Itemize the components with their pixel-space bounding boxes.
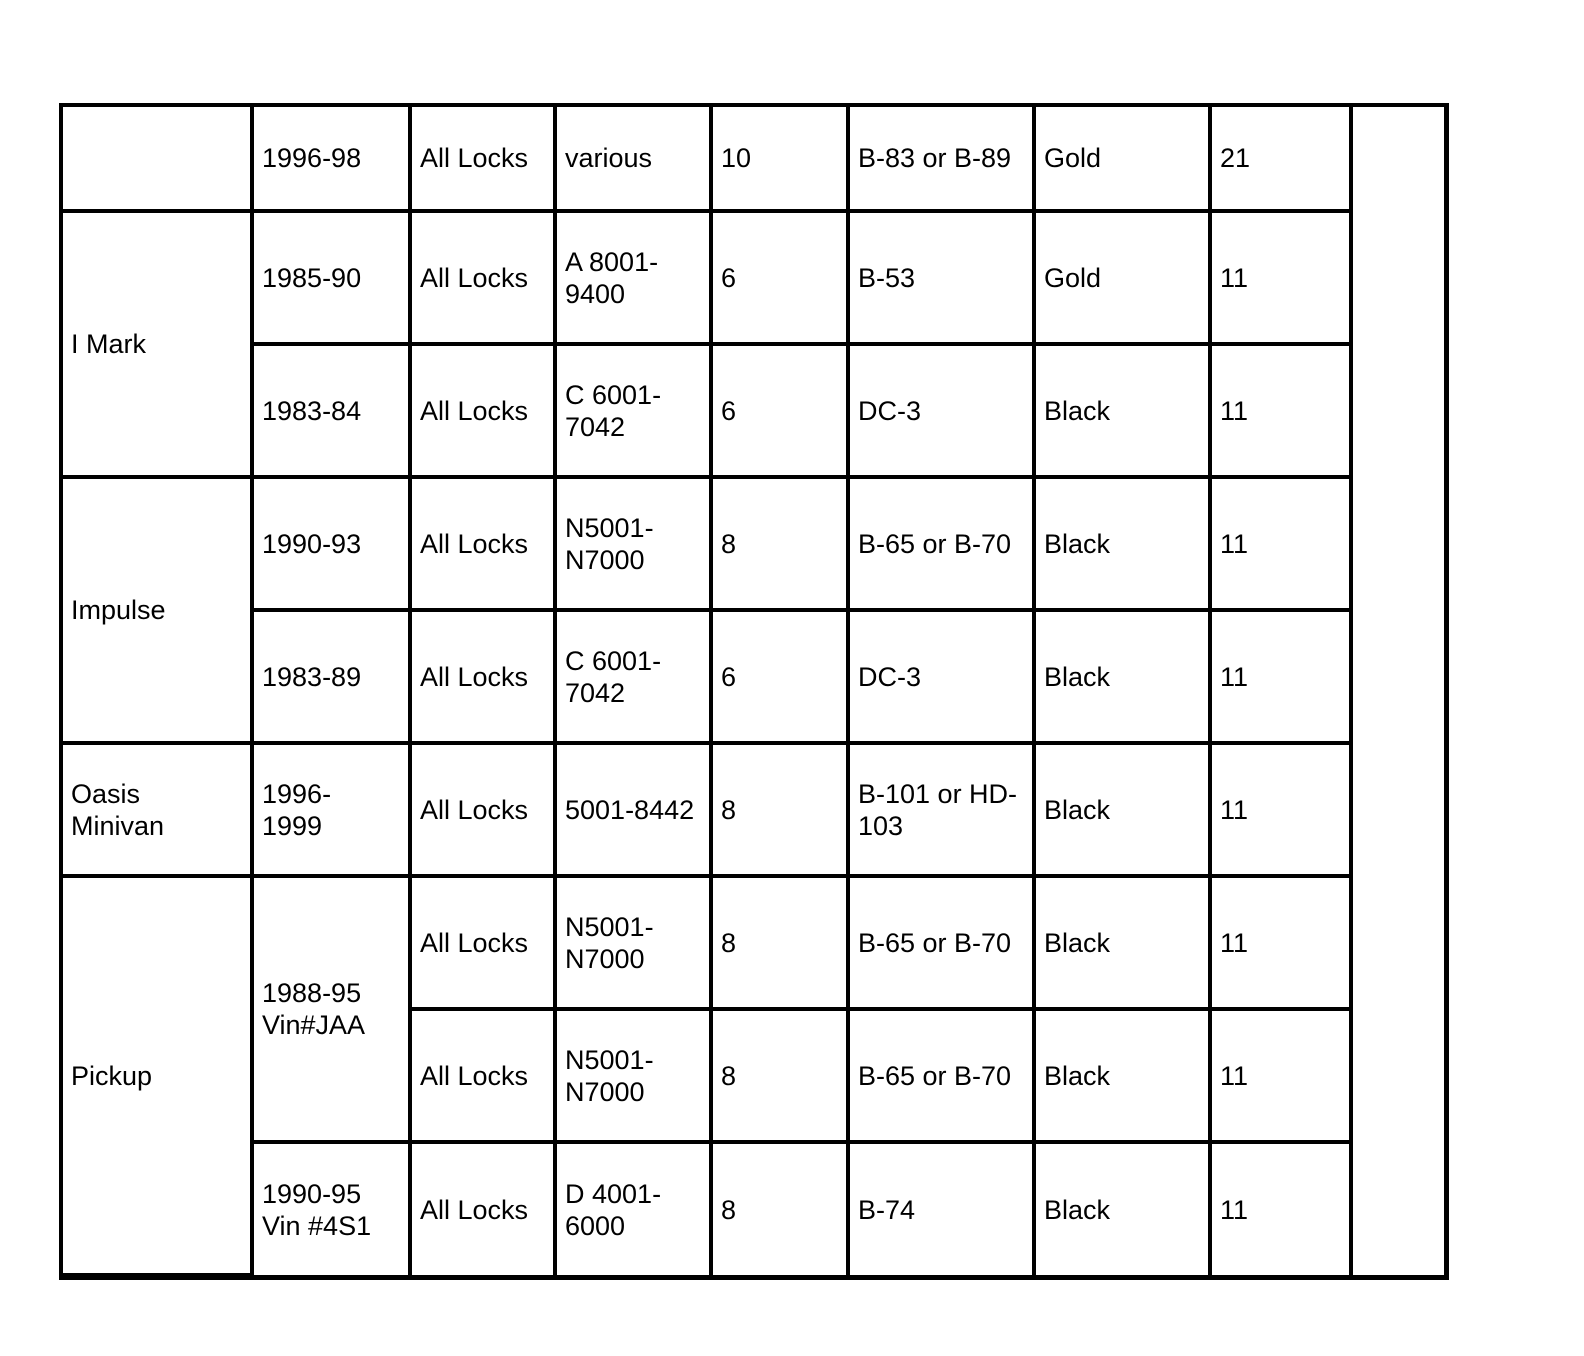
code-series-cell: D 4001- 6000 — [555, 1142, 711, 1275]
code-series-cell: C 6001- 7042 — [555, 344, 711, 477]
year-cell: 1990-93 — [252, 477, 410, 610]
page-cell: 11 — [1210, 743, 1351, 876]
table-row — [63, 344, 1351, 477]
key-blank-cell: B-101 or HD- 103 — [848, 743, 1034, 876]
table-row — [63, 876, 1351, 1009]
table-row — [63, 107, 1351, 211]
cuts-cell: 10 — [711, 107, 848, 211]
key-blank-cell: B-74 — [848, 1142, 1034, 1275]
key-blank-cell: DC-3 — [848, 610, 1034, 743]
code-series-cell: A 8001- 9400 — [555, 211, 711, 344]
locks-cell: All Locks — [410, 344, 555, 477]
key-color-cell: Black — [1034, 610, 1210, 743]
year-cell: 1983-89 — [252, 610, 410, 743]
cuts-cell: 6 — [711, 610, 848, 743]
page-cell: 21 — [1210, 107, 1351, 211]
model-cell: Pickup — [63, 876, 252, 1275]
locks-cell: All Locks — [410, 1142, 555, 1275]
key-blank-cell: DC-3 — [848, 344, 1034, 477]
table-row — [63, 743, 1351, 876]
key-color-cell: Black — [1034, 477, 1210, 610]
key-blank-cell: B-83 or B-89 — [848, 107, 1034, 211]
key-color-cell: Black — [1034, 1142, 1210, 1275]
cuts-cell: 8 — [711, 743, 848, 876]
year-cell: 1985-90 — [252, 211, 410, 344]
page-cell: 11 — [1210, 876, 1351, 1009]
model-cell: Oasis Minivan — [63, 743, 252, 876]
year-cell: 1990-95 Vin #4S1 — [252, 1142, 410, 1275]
cuts-cell: 8 — [711, 876, 848, 1009]
year-cell: 1988-95 Vin#JAA — [252, 876, 410, 1142]
page-cell: 11 — [1210, 211, 1351, 344]
year-cell: 1996- 1999 — [252, 743, 410, 876]
locks-cell: All Locks — [410, 610, 555, 743]
table-frame — [59, 103, 1449, 1280]
code-series-cell: various — [555, 107, 711, 211]
key-color-cell: Gold — [1034, 211, 1210, 344]
cuts-cell: 8 — [711, 1142, 848, 1275]
table-row — [63, 477, 1351, 610]
locks-cell: All Locks — [410, 876, 555, 1009]
code-series-cell: N5001- N7000 — [555, 1009, 711, 1142]
table-row — [63, 610, 1351, 743]
locks-cell: All Locks — [410, 477, 555, 610]
model-cell: I Mark — [63, 211, 252, 477]
cuts-cell: 8 — [711, 477, 848, 610]
key-color-cell: Black — [1034, 876, 1210, 1009]
year-cell: 1996-98 — [252, 107, 410, 211]
key-blank-cell: B-65 or B-70 — [848, 1009, 1034, 1142]
key-reference-table — [63, 107, 1353, 1277]
code-series-cell: N5001- N7000 — [555, 876, 711, 1009]
key-color-cell: Black — [1034, 1009, 1210, 1142]
locks-cell: All Locks — [410, 1009, 555, 1142]
cuts-cell: 6 — [711, 344, 848, 477]
page-cell: 11 — [1210, 344, 1351, 477]
model-cell — [63, 107, 252, 211]
key-blank-cell: B-65 or B-70 — [848, 477, 1034, 610]
cuts-cell: 8 — [711, 1009, 848, 1142]
cuts-cell: 6 — [711, 211, 848, 344]
code-series-cell: N5001- N7000 — [555, 477, 711, 610]
page-cell: 11 — [1210, 1142, 1351, 1275]
locks-cell: All Locks — [410, 107, 555, 211]
page-cell: 11 — [1210, 1009, 1351, 1142]
model-cell: Impulse — [63, 477, 252, 743]
table-row — [63, 211, 1351, 344]
key-color-cell: Black — [1034, 743, 1210, 876]
page-cell: 11 — [1210, 610, 1351, 743]
key-color-cell: Black — [1034, 344, 1210, 477]
code-series-cell: 5001-8442 — [555, 743, 711, 876]
locks-cell: All Locks — [410, 743, 555, 876]
table-row — [63, 1142, 1351, 1275]
page-cell: 11 — [1210, 477, 1351, 610]
code-series-cell: C 6001- 7042 — [555, 610, 711, 743]
key-color-cell: Gold — [1034, 107, 1210, 211]
year-cell: 1983-84 — [252, 344, 410, 477]
locks-cell: All Locks — [410, 211, 555, 344]
key-blank-cell: B-53 — [848, 211, 1034, 344]
key-blank-cell: B-65 or B-70 — [848, 876, 1034, 1009]
